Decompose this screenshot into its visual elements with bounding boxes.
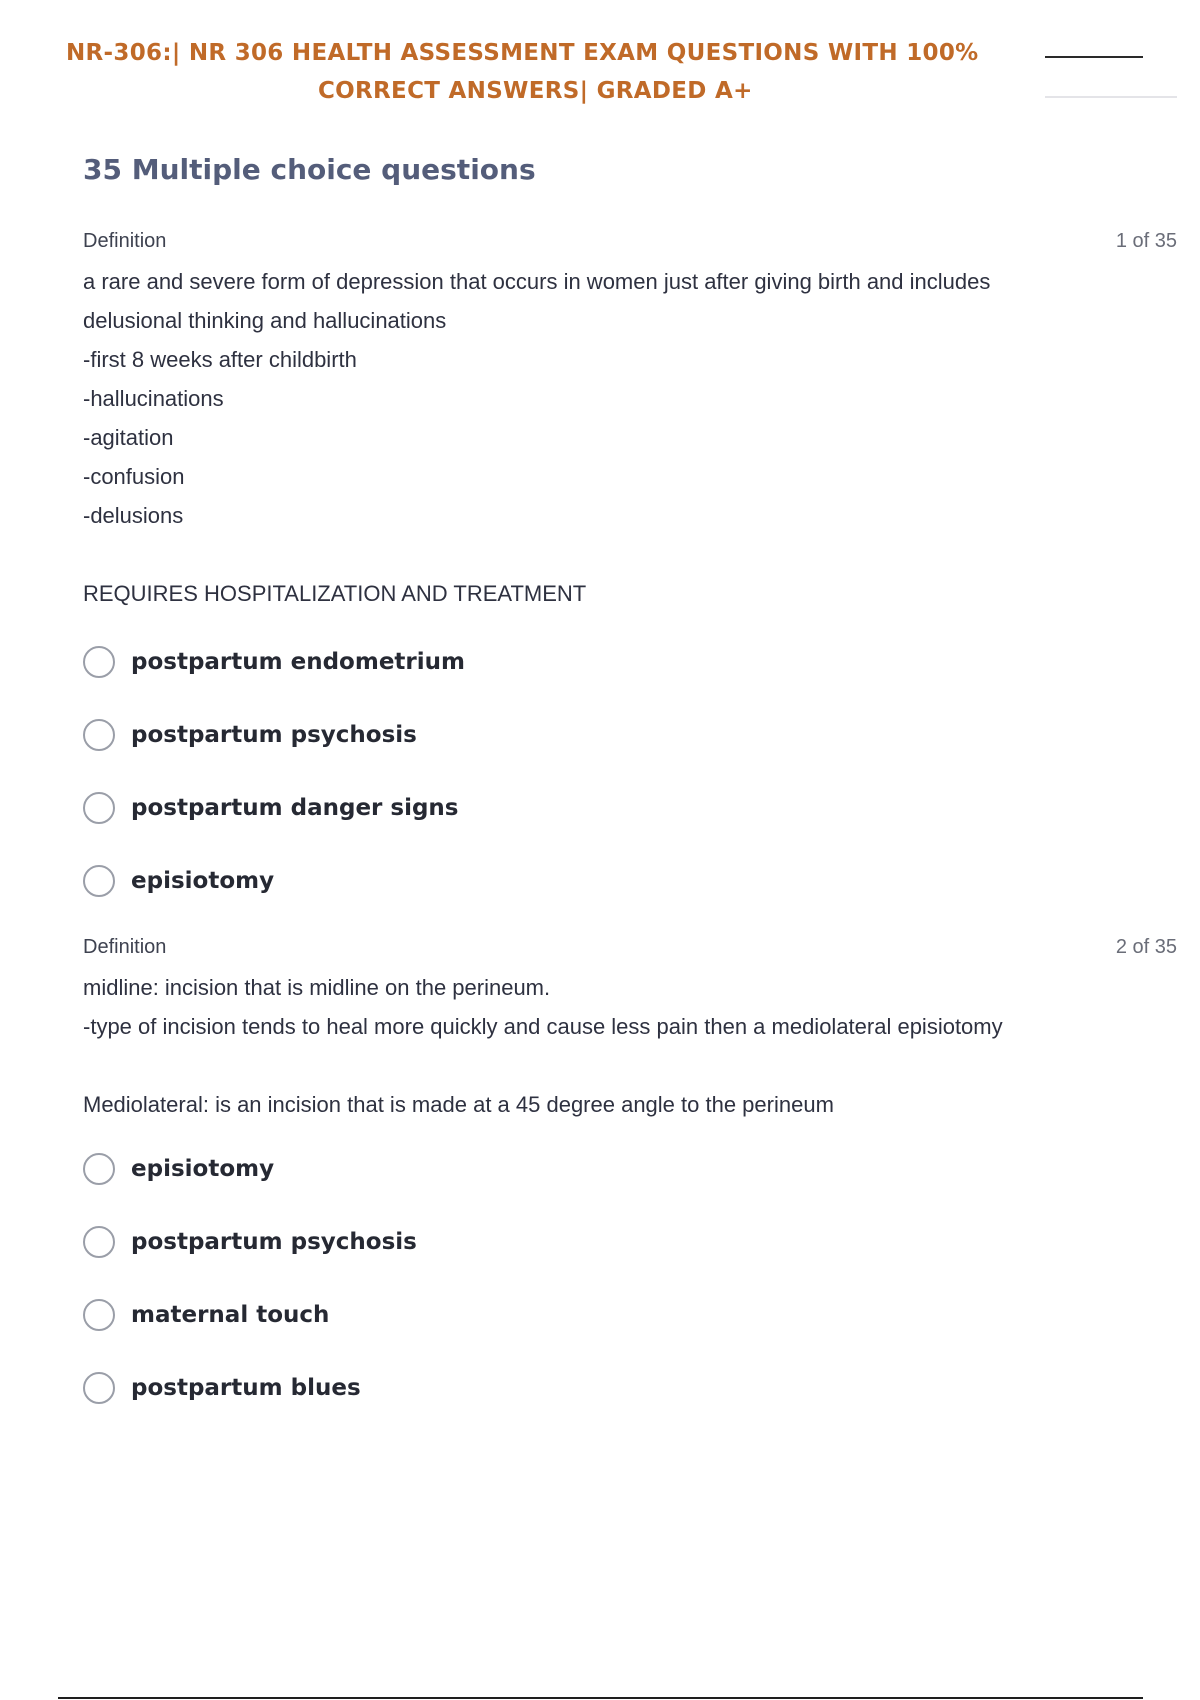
question-card-1 [83,224,1177,917]
footer-divider [58,1697,1143,1699]
header-signature-line [1045,56,1143,58]
answer-option[interactable] [83,1132,1177,1205]
definition-line: a rare and severe form of depression that occurs in women just after giving birth and includes [83,269,991,294]
question-meta [83,224,1177,258]
definition-line: REQUIRES HOSPITALIZATION AND TREATMENT [83,581,587,606]
question-type-label: Definition [83,230,167,252]
definition-line: -agitation [83,425,174,450]
question-card-2 [83,930,1177,1424]
radio-button[interactable] [83,792,115,824]
definition-line: delusional thinking and hallucinations [83,308,447,333]
definition-line: -delusions [83,503,184,528]
question-meta [83,930,1177,964]
answer-option-label: episiotomy [131,1155,275,1182]
answer-option-label: maternal touch [131,1301,330,1328]
header-divider [1045,96,1177,98]
answer-option[interactable] [83,771,1177,844]
definition-text [83,968,1177,1124]
definition-line: -confusion [83,464,185,489]
answer-option[interactable] [83,844,1177,917]
question-counter: 1 of 35 [1115,230,1177,252]
question-counter: 2 of 35 [1115,936,1177,958]
answer-option-label: episiotomy [131,867,275,894]
definition-blank-line [83,535,1177,574]
answer-options [83,625,1177,917]
radio-button[interactable] [83,865,115,897]
radio-button[interactable] [83,1372,115,1404]
answer-option-label: postpartum blues [131,1374,361,1401]
answer-option[interactable] [83,1351,1177,1424]
radio-button[interactable] [83,1226,115,1258]
answer-option[interactable] [83,625,1177,698]
radio-button[interactable] [83,719,115,751]
definition-line: midline: incision that is midline on the perineum. [83,975,551,1000]
answer-option[interactable] [83,1278,1177,1351]
document-title-line-2: CORRECT ANSWERS| GRADED A+ [318,78,753,104]
radio-button[interactable] [83,1153,115,1185]
radio-button[interactable] [83,646,115,678]
answer-option[interactable] [83,698,1177,771]
answer-option-label: postpartum psychosis [131,721,417,748]
definition-text [83,262,1177,613]
radio-button[interactable] [83,1299,115,1331]
definition-blank-line [83,1046,1177,1085]
document-title-line-1: NR-306:| NR 306 HEALTH ASSESSMENT EXAM QUESTIONS WITH 100% [66,40,979,66]
section-heading: 35 Multiple choice questions [83,153,536,186]
answer-option-label: postpartum danger signs [131,794,459,821]
answer-option[interactable] [83,1205,1177,1278]
question-type-label: Definition [83,936,167,958]
answer-option-label: postpartum psychosis [131,1228,417,1255]
definition-line: -type of incision tends to heal more quickly and cause less pain then a mediolateral episiotomy [83,1014,1003,1039]
answer-option-label: postpartum endometrium [131,648,465,675]
answer-options [83,1132,1177,1424]
definition-line: Mediolateral: is an incision that is made at a 45 degree angle to the perineum [83,1092,834,1117]
definition-line: -hallucinations [83,386,224,411]
definition-line: -first 8 weeks after childbirth [83,347,357,372]
